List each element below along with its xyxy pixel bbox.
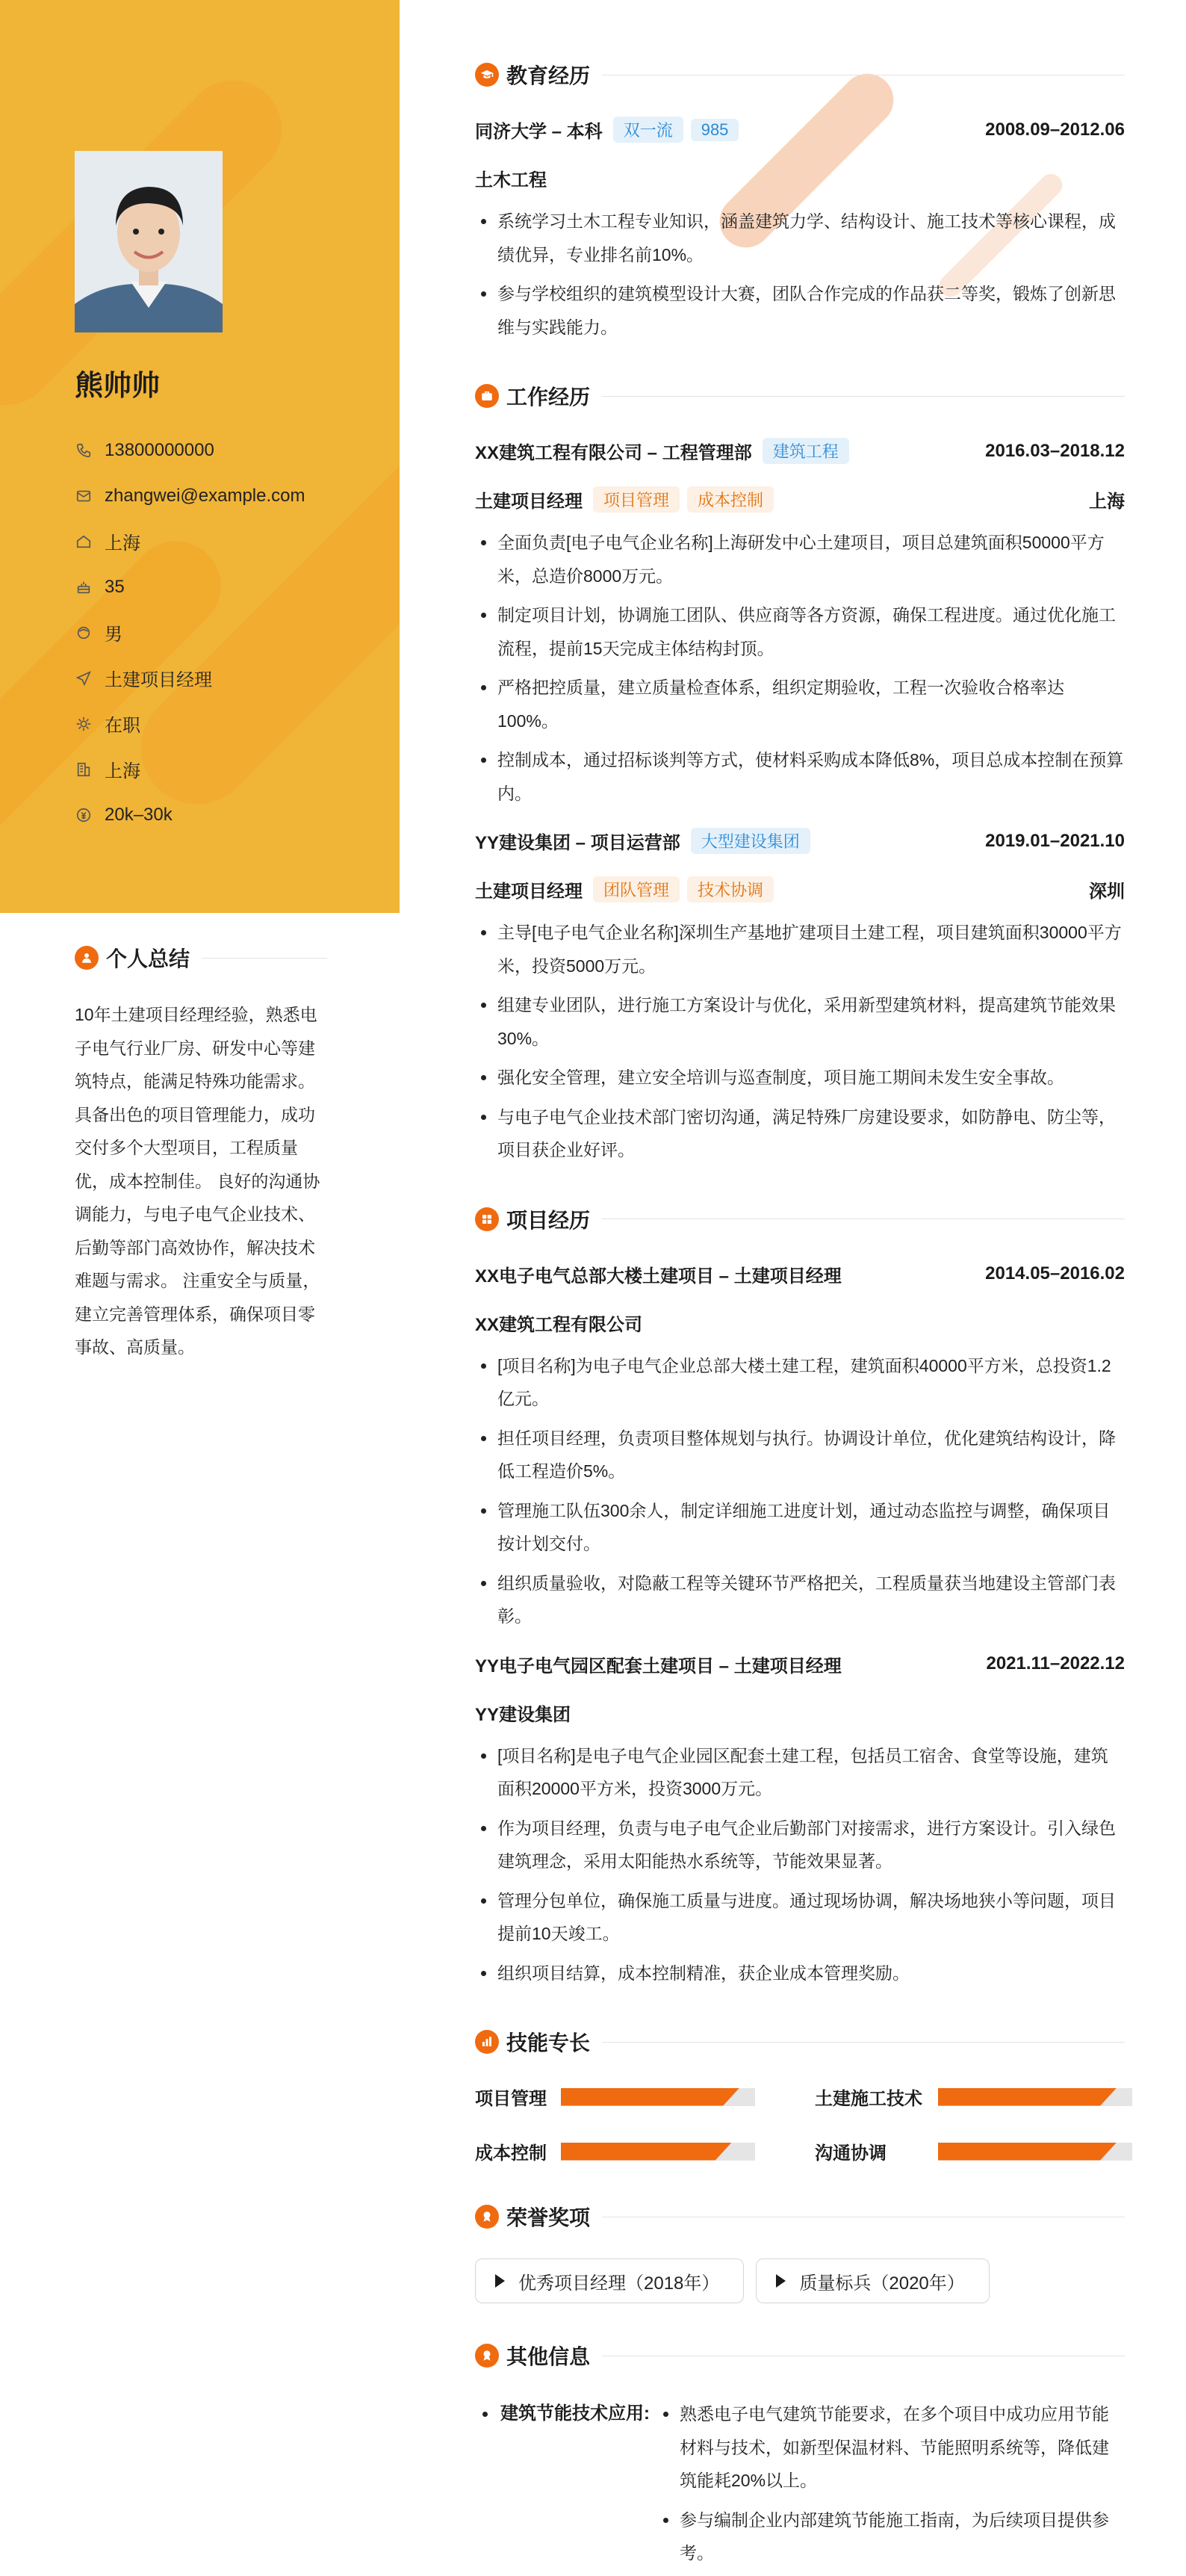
section-divider [602, 2042, 1125, 2043]
work-date: 2016.03–2018.12 [985, 440, 1125, 461]
school-tag: 985 [691, 119, 739, 141]
email-text: zhangwei@example.com [105, 485, 305, 506]
work-item [475, 438, 1125, 810]
awards-list [475, 2258, 1125, 2303]
other-title: 其他信息 [506, 2345, 591, 2368]
project-name-row [475, 1261, 1125, 1287]
cake-icon [75, 578, 93, 596]
salary-text: 20k–30k [105, 804, 173, 825]
mail-icon [75, 487, 93, 505]
work-city: 上海 [1089, 492, 1125, 512]
skill-item [815, 2084, 1132, 2110]
info-status [75, 701, 305, 746]
project-org: YY建设集团 [475, 1704, 571, 1725]
list-item: 主导[电子电气企业名称]深圳生产基地扩建项目土建工程，项目建筑面积30000平方米，投资5000万元。 [475, 916, 1125, 982]
user-icon [75, 946, 99, 970]
chart-icon [475, 2030, 499, 2054]
project-name: XX电子电气总部大楼土建项目 – 土建项目经理 [475, 1266, 842, 1287]
awards-header [475, 2202, 1125, 2232]
project-date: 2021.11–2022.12 [986, 1653, 1125, 1674]
work-title: 工作经历 [506, 386, 591, 409]
education-date: 2008.09–2012.06 [985, 119, 1125, 140]
role-name: 土建项目经理 [475, 492, 583, 512]
project-name: YY电子电气园区配套土建项目 – 土建项目经理 [475, 1656, 842, 1676]
list-item: 担任项目经理，负责项目整体规划与执行。协调设计单位，优化建筑结构设计，降低工程造价5%。 [475, 1422, 1125, 1488]
work-header [475, 381, 1125, 411]
list-item: 参与编制企业内部建筑节能施工指南，为后续项目提供参考。 [657, 2504, 1125, 2570]
list-item: 系统学习土木工程专业知识，涵盖建筑力学、结构设计、施工技术等核心课程，成绩优异，专业排名前10%。 [475, 205, 1125, 271]
company-tag: 大型建设集团 [691, 828, 810, 854]
project-item [475, 1651, 1125, 1990]
sidebar [0, 0, 400, 913]
award-label: 质量标兵（2020年） [799, 2273, 965, 2294]
skill-bar [561, 2088, 755, 2106]
send-icon [75, 669, 93, 687]
list-item: [项目名称]是电子电气企业园区配套土建工程，包括员工宿舍、食堂等设施，建筑面积20000平方米，投资3000万元。 [475, 1739, 1125, 1806]
info-phone [75, 427, 305, 473]
money-icon [75, 806, 93, 824]
home-icon [75, 533, 93, 551]
skill-name: 成本控制 [475, 2143, 547, 2164]
skill-bar-fill [561, 2088, 739, 2106]
play-icon [495, 2274, 505, 2288]
other-row [475, 2397, 1125, 2576]
work-role-row [475, 876, 1125, 902]
info-email [75, 473, 305, 518]
award-item[interactable] [475, 2258, 744, 2303]
summary-header [75, 943, 327, 973]
skill-bar [938, 2088, 1132, 2106]
skill-bar-fill [561, 2143, 732, 2161]
graduation-cap-icon [475, 63, 499, 87]
education-title: 教育经历 [506, 64, 591, 87]
list-item: 熟悉电子电气建筑节能要求，在多个项目中成功应用节能材料与技术，如新型保温材料、节能照明系统等，降低建筑能耗20%以上。 [657, 2397, 1125, 2498]
role-name: 土建项目经理 [475, 882, 583, 902]
major-name: 土木工程 [475, 170, 547, 191]
info-salary [75, 792, 305, 837]
city-text: 上海 [105, 761, 140, 781]
role-tag: 成本控制 [687, 486, 774, 513]
list-item: 制定项目计划，协调施工团队、供应商等各方资源，确保工程进度。通过优化施工流程，提前15天完成主体结构封顶。 [475, 598, 1125, 665]
position-text: 土建项目经理 [105, 670, 212, 690]
location-text: 上海 [105, 533, 140, 554]
other-bullets [657, 2397, 1125, 2576]
list-item: 组织质量验收，对隐蔽工程等关键环节严格把关，工程质量获当地建设主管部门表彰。 [475, 1567, 1125, 1633]
list-item: 全面负责[电子电气企业名称]上海研发中心土建项目，项目总建筑面积50000平方米，总造价8000万元。 [475, 526, 1125, 592]
awards-title: 荣誉奖项 [506, 2206, 591, 2229]
skill-item [475, 2138, 755, 2164]
info-location [75, 518, 305, 564]
school-tag: 双一流 [613, 117, 683, 143]
info-city [75, 746, 305, 792]
summary-title: 个人总结 [106, 947, 190, 970]
work-role-row [475, 486, 1125, 513]
project-date: 2014.05–2016.02 [985, 1263, 1125, 1284]
list-item: 组织项目结算，成本控制精准，获企业成本管理奖励。 [475, 1957, 1125, 1990]
contact-info-list [75, 427, 305, 837]
project-org-row [475, 1310, 1125, 1336]
section-divider [602, 396, 1125, 397]
skill-item [475, 2084, 755, 2110]
info-gender [75, 610, 305, 655]
role-tag: 项目管理 [593, 486, 680, 513]
list-item: 参与学校组织的建筑模型设计大赛，团队合作完成的作品获二等奖，锻炼了创新思维与实践能力。 [475, 277, 1125, 344]
list-item: 与电子电气企业技术部门密切沟通，满足特殊厂房建设要求，如防静电、防尘等，项目获企业好评。 [475, 1100, 1125, 1167]
company-tag: 建筑工程 [763, 438, 849, 464]
work-company-row [475, 438, 1125, 464]
skill-name: 项目管理 [475, 2089, 547, 2109]
list-item: 作为项目经理，负责与电子电气企业后勤部门对接需求，进行方案设计。引入绿色建筑理念，采用太阳能热水系统等，节能效果显著。 [475, 1812, 1125, 1878]
phone-icon [75, 442, 93, 459]
skills-header [475, 2027, 1125, 2057]
major-row [475, 165, 1125, 191]
other-header [475, 2341, 1125, 2371]
age-text: 35 [105, 576, 125, 597]
project-org: XX建筑工程有限公司 [475, 1314, 643, 1335]
skill-name: 沟通协调 [815, 2143, 887, 2164]
project-org-row [475, 1700, 1125, 1726]
work-company-row [475, 828, 1125, 854]
section-divider [202, 958, 327, 959]
work-bullets [475, 916, 1125, 1167]
role-tag: 技术协调 [687, 876, 774, 902]
avatar [75, 151, 223, 332]
skill-bar-fill [938, 2088, 1117, 2106]
info-position [75, 655, 305, 701]
skills-title: 技能专长 [506, 2031, 591, 2055]
list-item: 管理施工队伍300余人，制定详细施工进度计划，通过动态监控与调整，确保项目按计划交付。 [475, 1494, 1125, 1561]
briefcase-icon [475, 384, 499, 408]
company-name: XX建筑工程有限公司 – 工程管理部 [475, 443, 752, 463]
status-icon [75, 715, 93, 733]
project-bullets [475, 1349, 1125, 1633]
building-icon [75, 761, 93, 778]
skills-grid [475, 2084, 1125, 2164]
grid-icon [475, 1207, 499, 1231]
list-item: 控制成本，通过招标谈判等方式，使材料采购成本降低8%，项目总成本控制在预算内。 [475, 743, 1125, 810]
skill-item [815, 2138, 1132, 2164]
list-item: [项目名称]为电子电气企业总部大楼土建工程，建筑面积40000平方米，总投资1.2亿元。 [475, 1349, 1125, 1416]
award-item[interactable] [756, 2258, 989, 2303]
company-name: YY建设集团 – 项目运营部 [475, 833, 680, 853]
summary-text: 10年土建项目经理经验，熟悉电子电气行业厂房、研发中心等建筑特点，能满足特殊功能需求。 具备出色的项目管理能力，成功交付多个大型项目，工程质量优，成本控制佳。 良好的沟通协调能力，与电子电气企业技术、后勤等部门高效协作，解决技术难题与需求。 注重安全与质量，建立完善管理体系，确保项目零事故、高质量。 [75, 1005, 320, 1357]
skill-bar [561, 2143, 755, 2161]
role-tag: 团队管理 [593, 876, 680, 902]
project-name-row [475, 1651, 1125, 1677]
skill-bar-fill [938, 2143, 1117, 2161]
list-item: 严格把控质量，建立质量检查体系，组织定期验收，工程一次验收合格率达100%。 [475, 671, 1125, 737]
skill-name: 土建施工技术 [815, 2089, 922, 2109]
status-text: 在职 [105, 716, 140, 736]
education-header [475, 60, 1125, 90]
work-city: 深圳 [1089, 882, 1125, 902]
skill-bar [938, 2143, 1132, 2161]
school-name: 同济大学 – 本科 [475, 122, 603, 142]
list-item: 组建专业团队，进行施工方案设计与优化，采用新型建筑材料，提高建筑节能效果30%。 [475, 988, 1125, 1055]
info-age [75, 564, 305, 610]
main-content [475, 60, 1125, 2576]
other-label: 建筑节能技术应用: [475, 2397, 657, 2576]
project-item [475, 1261, 1125, 1633]
phone-text: 13800000000 [105, 439, 214, 460]
list-item: 管理分包单位，确保施工质量与进度。通过现场协调，解决场地狭小等问题，项目提前10天竣工。 [475, 1884, 1125, 1951]
projects-header [475, 1204, 1125, 1234]
projects-title: 项目经历 [506, 1208, 591, 1232]
education-bullets [475, 205, 1125, 344]
education-row [475, 117, 1125, 143]
award-label: 优秀项目经理（2018年） [518, 2273, 720, 2294]
award-icon [475, 2344, 499, 2368]
award-icon [475, 2205, 499, 2229]
profile-name: 熊帅帅 [75, 371, 161, 402]
project-bullets [475, 1739, 1125, 1990]
work-item [475, 828, 1125, 1167]
gender-text: 男 [105, 625, 122, 645]
play-icon [776, 2274, 786, 2288]
work-date: 2019.01–2021.10 [985, 830, 1125, 851]
gender-icon [75, 624, 93, 642]
list-item: 强化安全管理，建立安全培训与巡查制度，项目施工期间未发生安全事故。 [475, 1061, 1125, 1095]
work-bullets [475, 526, 1125, 810]
